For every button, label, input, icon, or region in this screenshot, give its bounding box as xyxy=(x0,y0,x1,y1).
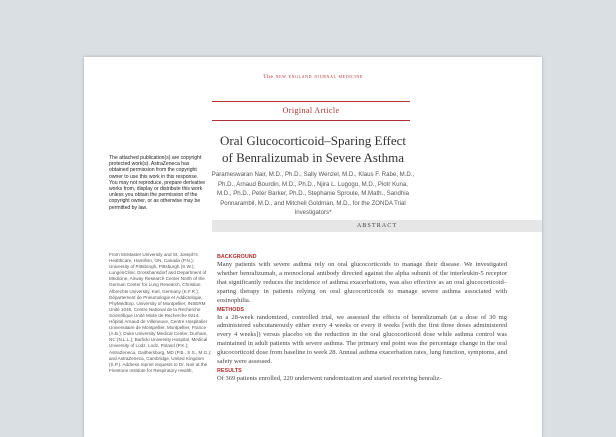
copyright-notice: The attached publication(s) are copyright protected work(s). AstraZeneca has obtained permission from the copyright owner to use this work in this response. You may not reproduce, prepare derivative works from, display or distribute this work unless you obtain the permission of the copyright owner, or as otherwise may be permitted by law. xyxy=(109,155,206,211)
methods-heading: METHODS xyxy=(217,306,244,313)
author-list: Parameswaran Nair, M.D., Ph.D., Sally Wenzel, M.D., Klaus F. Rabe, M.D., Ph.D., Arnaud Bourdin, M.D., Ph.D., Njira L. Lugogo, M.D., Piotr Kuna, M.D., Ph.D., Peter Barker, Ph.D., Stephanie Sproule, M.Math., Sandhia Ponnarambil, M.D., and Mitchell Goldman, M.D., for the ZONDA Trial Investigators* xyxy=(211,171,415,217)
abstract-header xyxy=(212,220,542,232)
article-title: Oral Glucocorticoid–Sparing Effect of Benralizumab in Severe Asthma xyxy=(219,133,407,165)
masthead-journal: new england journal xyxy=(275,74,337,80)
section-rule-top xyxy=(212,101,410,102)
journal-page xyxy=(84,57,542,437)
journal-masthead xyxy=(84,74,542,80)
abstract-body xyxy=(217,254,507,385)
abstract-label: ABSTRACT xyxy=(356,222,398,229)
results-text: Of 369 patients enrolled, 220 underwent randomization and started receiving benraliz- xyxy=(217,374,442,382)
masthead-medicine: medicine xyxy=(338,74,363,80)
section-rule-bottom xyxy=(212,120,410,121)
masthead-prefix: The xyxy=(263,74,274,80)
background-heading: BACKGROUND xyxy=(217,254,257,260)
section-label: Original Article xyxy=(282,106,340,115)
methods-text: In a 28-week randomized, controlled trial, we assessed the effects of benralizumab (at a dose of 30 mg administered subcutaneously either every 4 weeks or every 8 weeks [with the first three doses administered every 4 weeks]) versus placebo on the reduction in the oral glucocorticoid dose while asthma control was maintained in adult patients with severe asthma. The primary end point was the percentage change in the oral glucocorticoid dose from baseline to week 28. Annual asthma exacerbation rates, lung function, symptoms, and safety were assessed. xyxy=(217,313,507,366)
background-text: Many patients with severe asthma rely on oral glucocorticoids to manage their disease. We investigated whether benralizumab, a monoclonal antibody directed against the alpha subunit of the interleukin-5 receptor that significantly reduces the incidence of asthma exacerbations, was also effective as an oral glucocorticoid–sparing therapy in patients relying on oral glucocorticoids to manage severe asthma associated with eosinophilia. xyxy=(217,261,507,304)
results-heading: RESULTS xyxy=(217,367,242,374)
author-affiliations: From McMaster University and St. Joseph's Healthcare, Hamilton, ON, Canada (P.N.); University of Pittsburgh, Pittsburgh (S.W.); LungenClinic Grosshansdorf and Department of Medicine, Airway Research Center North of the German Center for Lung Research, Christian Albrechts University, Kiel, Germany (K.F.R.); Département de Pneumologie et Addictologie, PhyMedExp, University of Montpellier, INSERM Unité 1046, Centre National de la Recherche Scientifique Unité Mixte de Recherche 9214, Hôpital Arnaud de Villeneuve, Centre Hospitalier Universitaire de Montpellier, Montpellier, France (A.B.); Duke University Medical Center, Durham, NC (N.L.L.); Barlicki University Hospital, Medical University of Lodz, Lodz, Poland (P.K.); AstraZeneca, Gaithersburg, MD (P.B., S.S., M.G.); and AstraZeneca, Cambridge, United Kingdom (S.P.). Address reprint requests to Dr. Nair at the Firestone Institute for Respiratory Health, xyxy=(109,252,212,373)
